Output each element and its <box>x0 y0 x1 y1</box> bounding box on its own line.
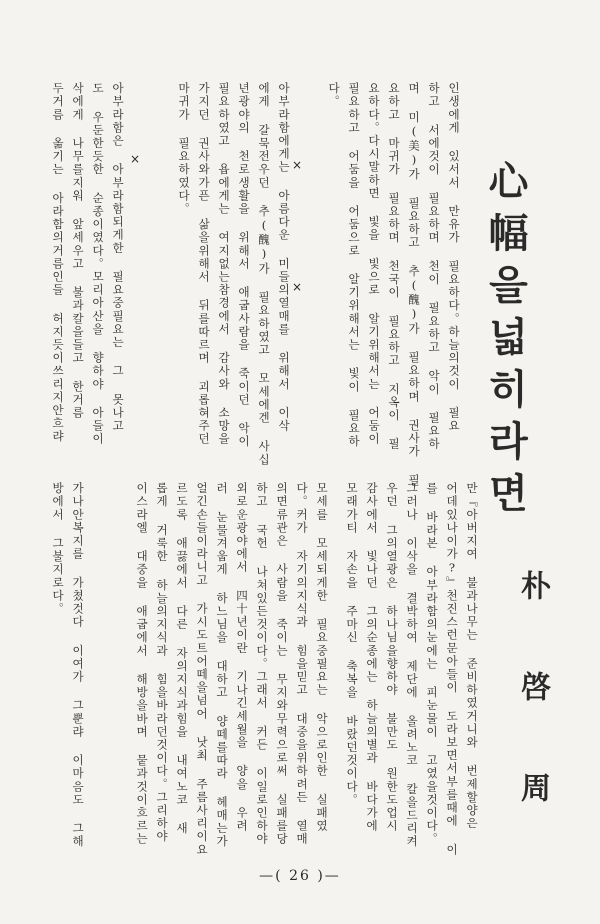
text-column: 아부라함은 아부라함되게한 필요중필요는 그 못나고 <box>111 82 125 433</box>
section-mark: × <box>292 158 303 172</box>
page-number: —( 26 )— <box>259 868 341 884</box>
text-column: 러 눈물겨웁게 하느님을 대하고 양떼를따라 헤매는가 <box>215 482 229 849</box>
text-column: 인생에게 있서서 만유가 필요하다。하늘의것이 필요 <box>447 82 461 433</box>
text-column: 하고 서에것이 필요하며 천이 필요하고 악이 필요하 <box>427 82 441 451</box>
text-column: 필요하였고 욥에게는 여지없는참경에서 감사와 소망을 <box>217 82 231 446</box>
text-column: 아부라함에게는 아름다운 미들의열매를 위해서 이삭 <box>277 82 291 433</box>
text-column: 만『아버지여 불과나무는 준비하였거니와 번제할양은 <box>465 482 479 831</box>
text-column: 의면류관은 사람을 죽이는 무지와무력으로써 실패를당 <box>275 482 289 846</box>
article-title: 心幅을넓히라면 <box>482 160 529 524</box>
text-column: 에게 갈묵전우던 추(醜)가 필요하였고 모세에겐 사십 <box>257 82 271 467</box>
text-column: 마귀가 필요하였다。 <box>177 82 191 216</box>
author-name: 朴 啓 周 <box>515 570 550 820</box>
text-column: 르도록 애끓에서 다른 자의지식과힘을 내여노코 새 <box>175 482 189 836</box>
section-mark: × <box>130 152 141 166</box>
text-column: 두거름 옮기는 아라함의거름인들 허지듯이쓰리지안흐랴 <box>51 82 65 444</box>
text-column: 필요하고 어둠을 어둠으로 알기위해서는 빛이 필요하 <box>347 82 361 449</box>
text-column: 얼긴손들이라니고 가시도트어떼을넘어 낫최 주름사리이요 <box>195 482 209 857</box>
text-column: 다。 <box>327 82 341 109</box>
text-column: 감사에서 빛나던 그의순종에는 하늘의별과 바다가에 <box>365 482 379 833</box>
text-column: 이스라엘 대중을 애굽에서 해방을바며 뭍과것이흐르는 <box>135 482 149 846</box>
text-column: 요하다。다시말하면 빛을 빛으로 알기위해서는 어둠이 <box>367 82 381 446</box>
text-column: 가지던 권사와가픈 삶을위해서 뒤를따르며 괴롭혀주던 <box>197 82 211 446</box>
text-column: 모래가티 자손을 주마신 축복을 바랐던것이다。 <box>345 482 359 807</box>
text-column: 요하고 마귀가 필요하며 천국이 필요하고 지옥이 필 <box>387 82 401 451</box>
text-column: 롭게 거룩한 하늘의지식과 힘을바라던것이다。그리하야 <box>155 482 169 844</box>
text-column: 하고 국헌 나쳐있든것이다。그래서 커든 이일로인하야 <box>255 482 269 846</box>
text-column: 방에서 그불지로다。 <box>51 482 65 616</box>
text-column: 다。커가 자기의지식과 힘을믿고 대중을위하려든 열매 <box>295 482 309 846</box>
text-column: 가나안복지를 가쳤것다 이여가 그뿐랴 이마음도 그해 <box>71 482 85 849</box>
text-column: 며 미(美)가 필요하고 추(醜)가 필요하며 권사가 필 <box>407 82 421 487</box>
text-column: 삭에게 나무를지워 앞세우고 불과칼을들고 한거름 <box>71 82 85 420</box>
section-mark: × <box>292 280 303 294</box>
text-column: 년광야의 천로생활을 위해서 애굽사람을 죽이던 악이 <box>237 82 251 449</box>
text-column: 모세를 모세되게한 필요중필요는 악으로인한 실패였 <box>315 482 329 833</box>
text-column: 외로운광야에서 四十년이란 기나긴세월을 양을 우려 <box>235 482 249 833</box>
text-column: 우던 그의열광은 하나님을향하야 불만도 원한도업시 <box>385 482 399 833</box>
text-column: 를 바라본 아부라함의눈에는 피눈물이 고였을것이다。 <box>425 482 439 846</box>
text-column: 어데있나이가?』천진스런문아들이 도라보면서부를때에 이 <box>445 482 459 857</box>
text-column: 도 우둔한듯한 순종이였다。모리아산을 향하야 아들이 <box>91 82 105 446</box>
text-column: 그러나 이삭을 결박하여 제단에 올려노코 칼을드리켜 <box>405 482 419 849</box>
